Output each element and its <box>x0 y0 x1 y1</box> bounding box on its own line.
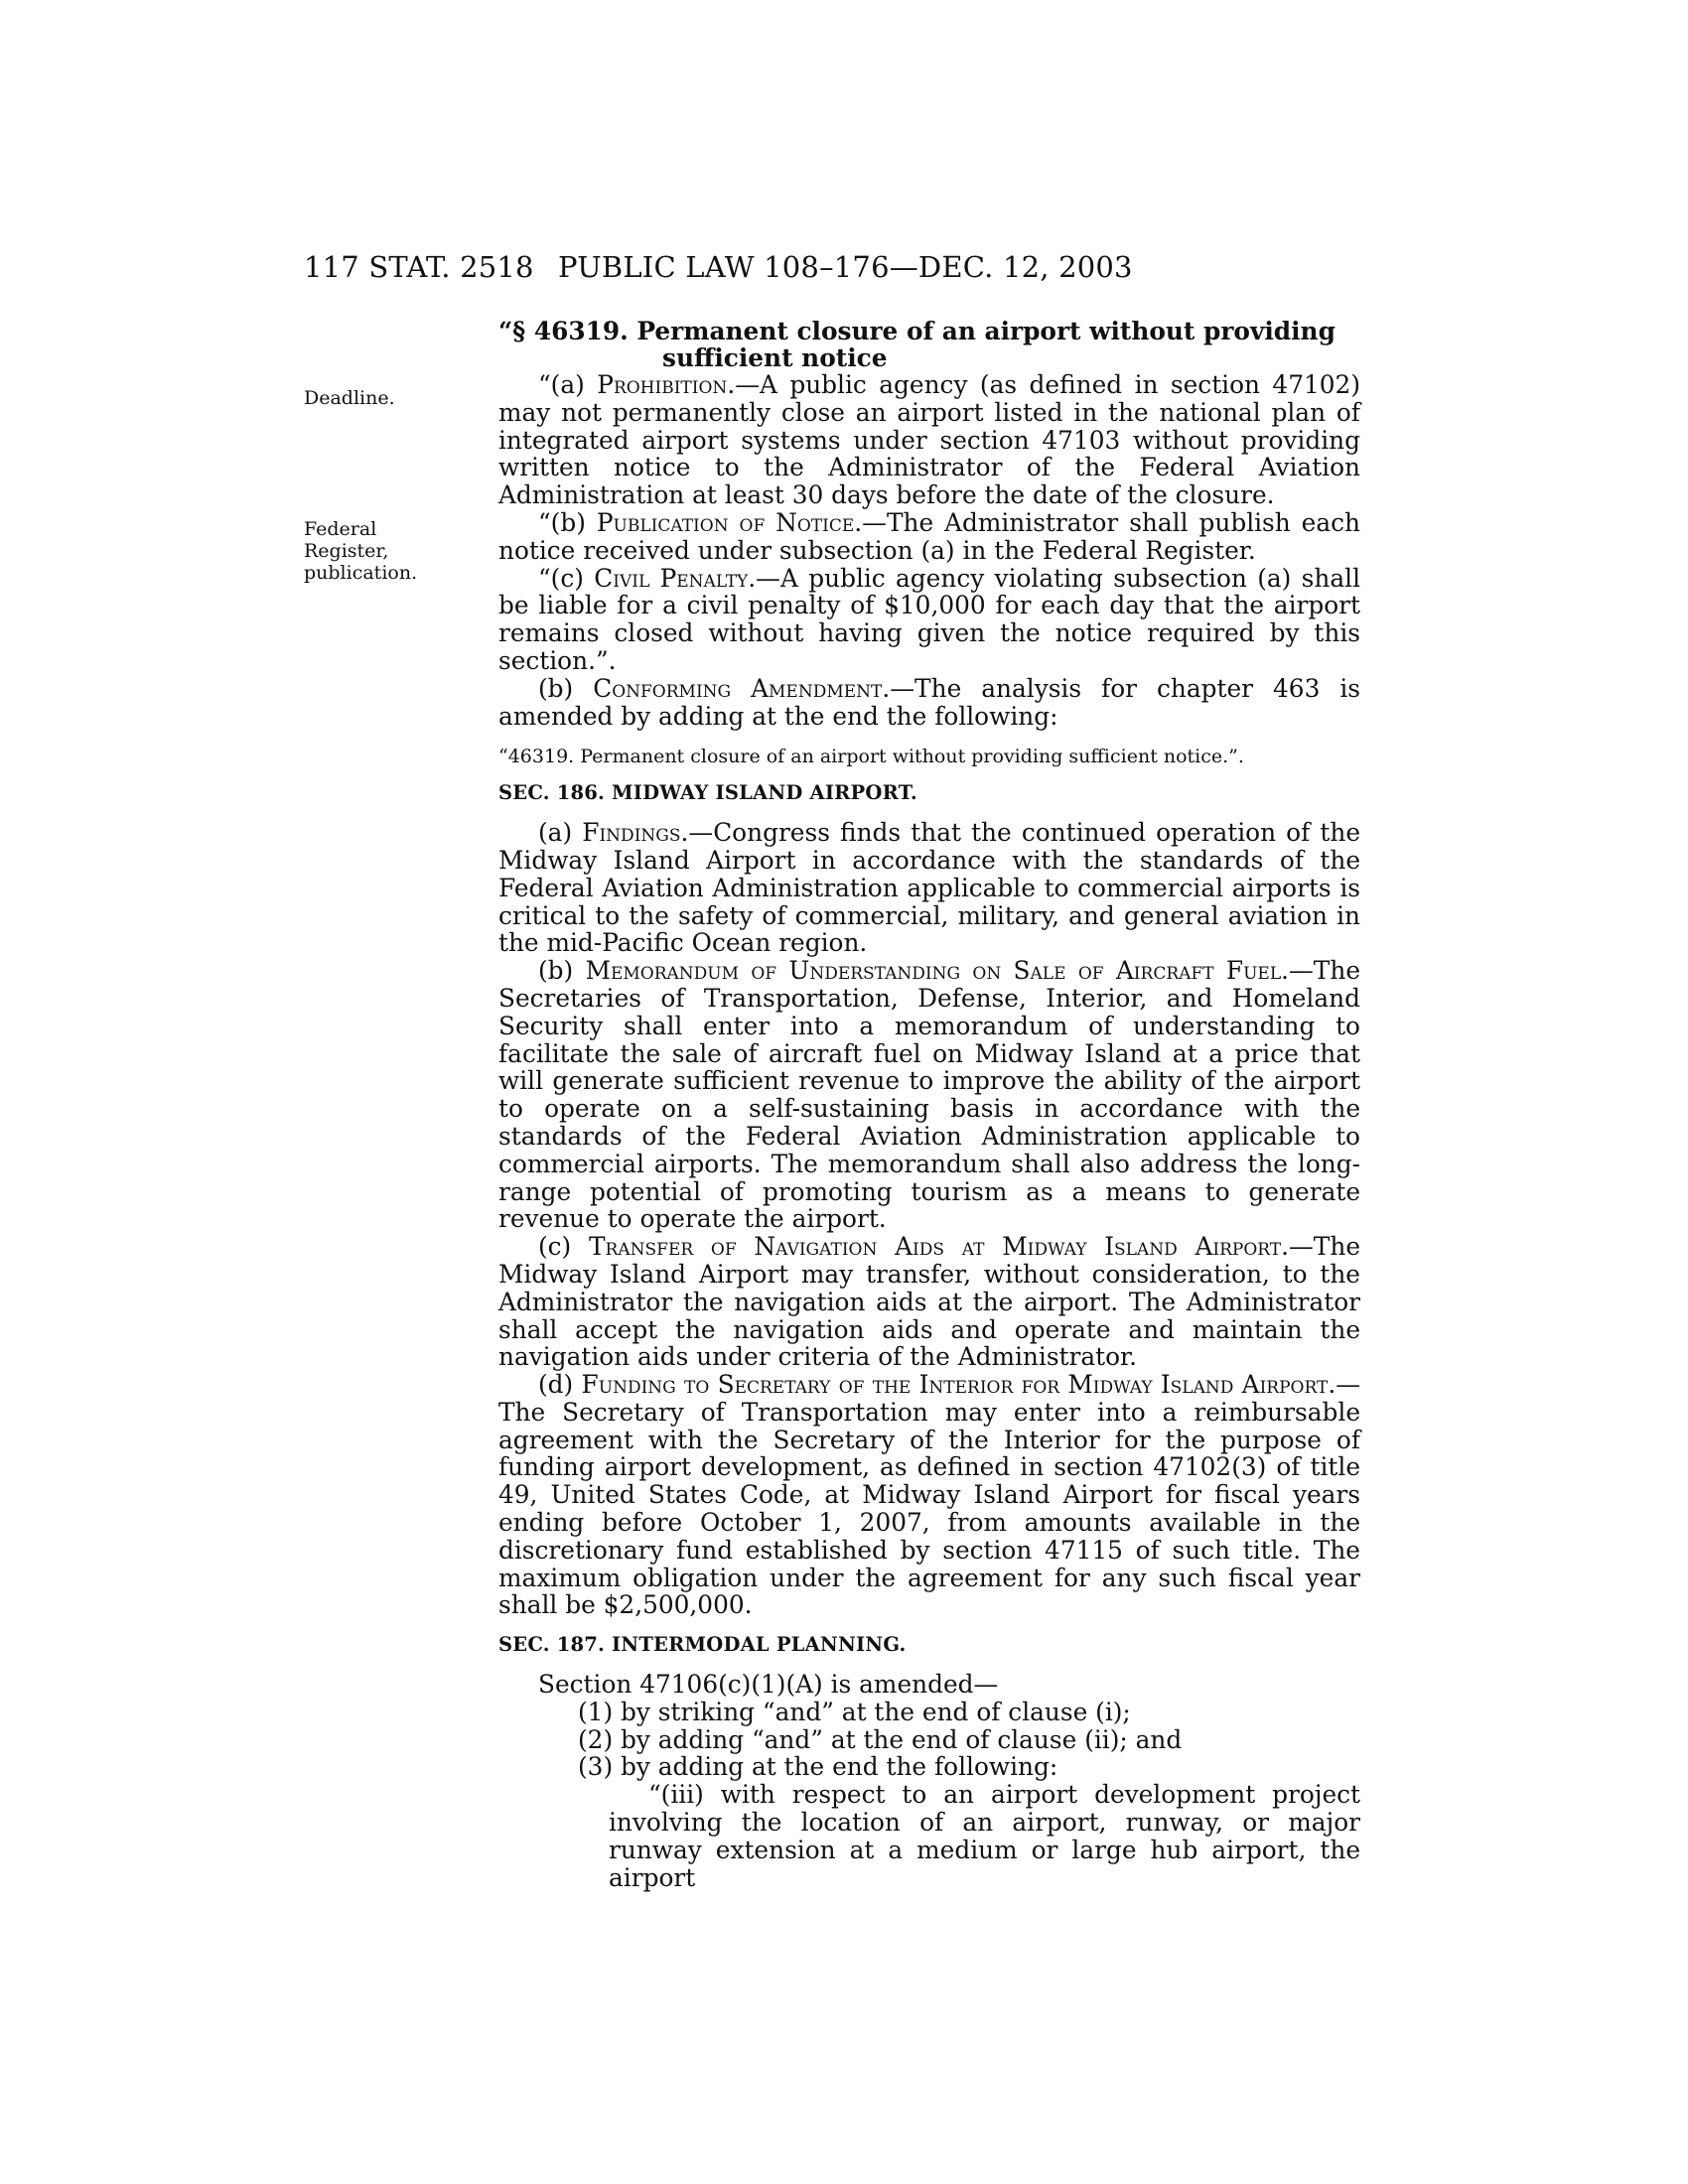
section-187-clause-iii: “(iii) with respect to an airport development project involving the location of an airport, runway, or major runway extension at a medium or large hub airport, the airport <box>609 1780 1360 1892</box>
section-187-item-3: (3) by adding at the end the following: <box>578 1752 1058 1782</box>
section-187-item-2: (2) by adding “and” at the end of clause (ii); and <box>578 1724 1183 1754</box>
analysis-line: “46319. Permanent closure of an airport without providing sufficient notice.”. <box>498 746 1244 768</box>
margin-note-deadline <box>304 387 463 409</box>
subsection-heading: Conforming Amendment <box>593 673 883 703</box>
subsection-186-a <box>498 819 1360 957</box>
subsection-heading: Transfer of Navigation Aids at Midway Island Airport <box>589 1232 1282 1262</box>
subsection-prefix: (b) <box>538 956 586 986</box>
subsection-text: .—A public agency (as defined in section 47102) may not permanently close an airport listed in the national plan of integrated airport systems under section 47103 without providing written notice to the Administrator of the Federal Aviation Administration at least 30 days before the date of the closure. <box>498 370 1360 510</box>
subsection-heading: Publication of Notice <box>596 507 855 537</box>
subsection-46319-c <box>498 565 1360 675</box>
subsection-prefix: (c) <box>538 1232 590 1262</box>
subsection-prefix: (d) <box>538 1370 582 1400</box>
margin-note-deadline-text: Deadline. <box>304 387 395 409</box>
subsection-heading: Findings <box>582 818 681 848</box>
subsection-text: .—Congress finds that the continued operation of the Midway Island Airport in accordance with the standards of the Federal Aviation Administration applicable to commercial airports is critical to the safety of commercial, military, and general aviation in the mid-Pacific Ocean region. <box>498 818 1361 958</box>
subsection-text: .—The Secretary of Transportation may enter into a reimbursable agreement with the Secretary of the Interior for the purpose of funding airport development, as defined in section 47102(3) of title 49, United States Code, at Midway Island Airport for fiscal years ending before October 1, 2007, from amounts available in the discretionary fund established by section 47115 of such title. The maximum obligation under the agreement for any such fiscal year shall be $2,500,000. <box>498 1370 1360 1620</box>
margin-note-fr-line2: publication. <box>304 562 418 584</box>
subsection-46319-b <box>498 509 1360 565</box>
subsection-heading: Memorandum of Understanding on Sale of Aircraft Fuel <box>585 956 1282 986</box>
conforming-amendment <box>498 675 1360 731</box>
subsection-text: .—The Administrator shall publish each notice received under subsection (a) in the Federal Register. <box>498 507 1361 565</box>
subsection-heading: Funding to Secretary of the Interior for Midway Island Airport <box>581 1370 1329 1400</box>
subsection-prefix: “(a) <box>538 370 598 399</box>
statute-page-number: 117 STAT. 2518 <box>304 250 534 284</box>
subsection-heading: Prohibition <box>597 370 728 399</box>
subsection-prefix: (a) <box>538 818 583 848</box>
section-186-heading: SEC. 186. MIDWAY ISLAND AIRPORT. <box>498 781 917 805</box>
margin-note-federal-register <box>304 518 463 584</box>
subsection-heading: Civil Penalty <box>594 563 749 593</box>
subsection-text: .—The Midway Island Airport may transfer, without consideration, to the Administrator the navigation aids at the airport. The Administrator shall accept the navigation aids and operate and maintain the navigation aids under criteria of the Administrator. <box>498 1232 1360 1372</box>
subsection-186-d <box>498 1371 1360 1619</box>
body-text <box>498 318 1360 1891</box>
subsection-prefix: “(b) <box>538 507 597 537</box>
subsection-46319-a <box>498 371 1360 509</box>
subsection-text: .—The analysis for chapter 463 is amended by adding at the end the following: <box>498 673 1360 731</box>
section-187-item-1: (1) by striking “and” at the end of clause (i); <box>578 1697 1131 1726</box>
section-187-intro: Section 47106(c)(1)(A) is amended— <box>538 1670 999 1700</box>
section-46319-heading <box>498 318 1360 371</box>
subsection-text: .—The Secretaries of Transportation, Defense, Interior, and Homeland Security shall enter into a memorandum of understanding to facilitate the sale of aircraft fuel on Midway Island at a price that will generate sufficient revenue to improve the ability of the airport to operate on a self-sustaining basis in accordance with the standards of the Federal Aviation Administration applicable to commercial airports. The memorandum shall also address the long-range potential of promoting tourism as a means to generate revenue to operate the airport. <box>498 956 1360 1234</box>
margin-note-fr-line1: Federal Register, <box>304 518 389 562</box>
subsection-prefix: “(c) <box>538 563 595 593</box>
subsection-186-c <box>498 1233 1360 1371</box>
public-law-citation: PUBLIC LAW 108–176—DEC. 12, 2003 <box>558 250 1133 284</box>
subsection-text: .—A public agency violating subsection (a) shall be liable for a civil penalty of $10,000 for each day that the airport remains closed without having given the notice required by this section.”. <box>498 563 1361 675</box>
subsection-186-b <box>498 957 1360 1233</box>
section-46319-heading-line2: sufficient notice <box>662 343 888 372</box>
section-187-heading: SEC. 187. INTERMODAL PLANNING. <box>498 1633 907 1657</box>
subsection-prefix: (b) <box>538 673 594 703</box>
section-46319-heading-line1: “§ 46319. Permanent closure of an airport without providing <box>498 317 1336 345</box>
